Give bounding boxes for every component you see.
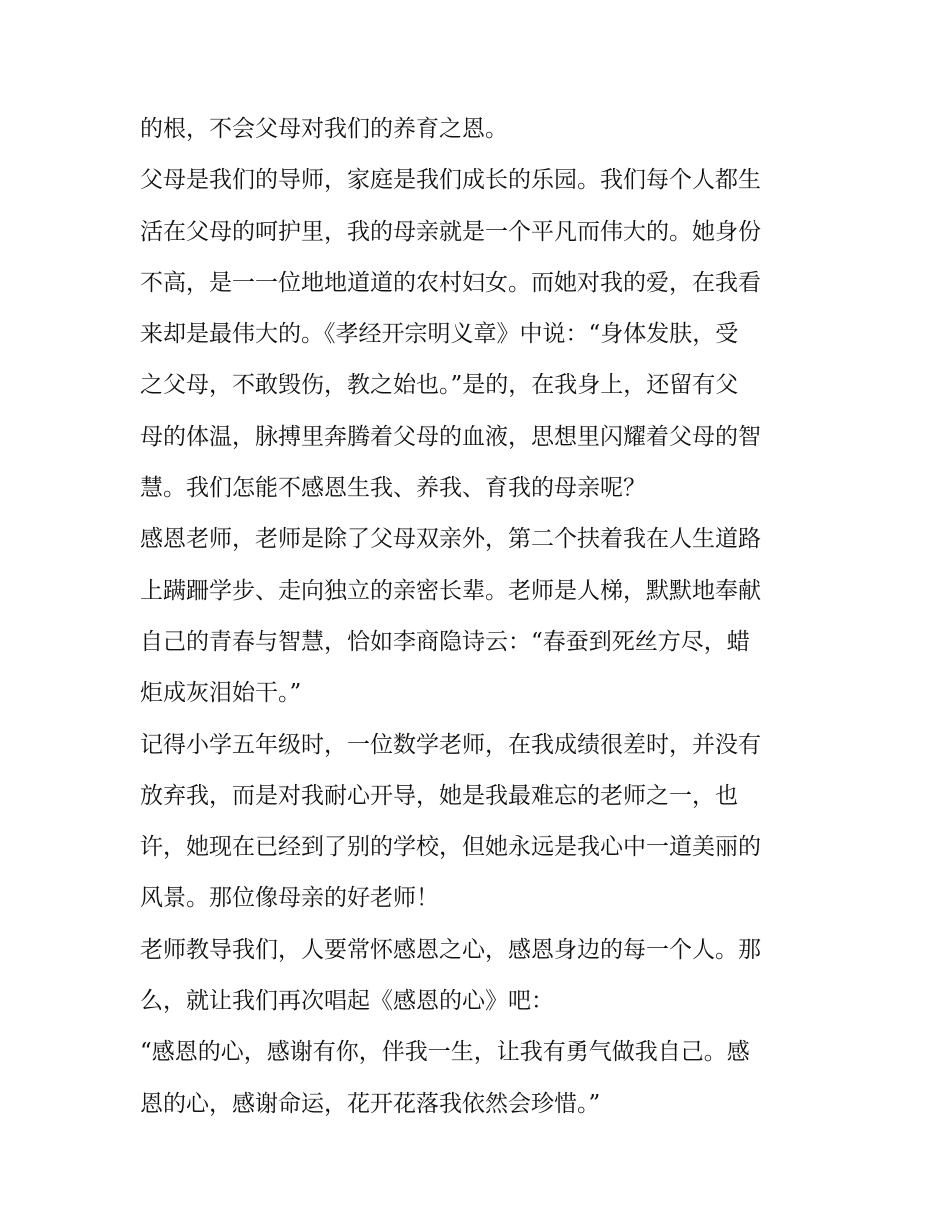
text-line: 恩的心，感谢命运，花开花落我依然会珍惜。” bbox=[140, 1090, 601, 1117]
text-line: “感恩的心，感谢有你，伴我一生，让我有勇气做我自己。感 bbox=[140, 1039, 750, 1066]
text-line: 老师教导我们，人要常怀感恩之心，感恩身边的每一个人。那 bbox=[140, 936, 761, 963]
text-line: 么，就让我们再次唱起《感恩的心》吧： bbox=[140, 988, 554, 1015]
text-line: 不高，是一一位地地道道的农村妇女。而她对我的爱，在我看 bbox=[140, 269, 761, 296]
text-line: 风景。那位像母亲的好老师！ bbox=[140, 885, 439, 912]
text-line: 之父母，不敢毁伤，教之始也。”是的，在我身上，还留有父 bbox=[140, 372, 739, 399]
document-body bbox=[140, 104, 820, 1130]
text-line: 活在父母的呵护里，我的母亲就是一个平凡而伟大的。她身份 bbox=[140, 218, 761, 245]
text-line: 上蹒跚学步、走向独立的亲密长辈。老师是人梯，默默地奉献 bbox=[140, 577, 761, 604]
text-line: 许，她现在已经到了别的学校，但她永远是我心中一道美丽的 bbox=[140, 834, 761, 861]
text-line: 放弃我，而是对我耐心开导，她是我最难忘的老师之一，也 bbox=[140, 782, 738, 809]
text-line: 自己的青春与智慧，恰如李商隐诗云：“春蚕到死丝方尽，蜡 bbox=[140, 628, 750, 655]
text-line: 父母是我们的导师，家庭是我们成长的乐园。我们每个人都生 bbox=[140, 167, 761, 194]
text-line: 慧。我们怎能不感恩生我、养我、育我的母亲呢？ bbox=[140, 475, 646, 502]
text-line: 母的体温，脉搏里奔腾着父母的血液，思想里闪耀着父母的智 bbox=[140, 423, 761, 450]
text-line: 记得小学五年级时，一位数学老师，在我成绩很差时，并没有 bbox=[140, 731, 761, 758]
text-line: 炬成灰泪始干。” bbox=[140, 680, 302, 707]
text-line: 感恩老师，老师是除了父母双亲外，第二个扶着我在人生道路 bbox=[140, 526, 761, 553]
text-line: 来却是最伟大的。《孝经开宗明义章》中说：“身体发肤，受 bbox=[140, 321, 739, 348]
text-line: 的根，不会父母对我们的养育之恩。 bbox=[140, 116, 508, 142]
